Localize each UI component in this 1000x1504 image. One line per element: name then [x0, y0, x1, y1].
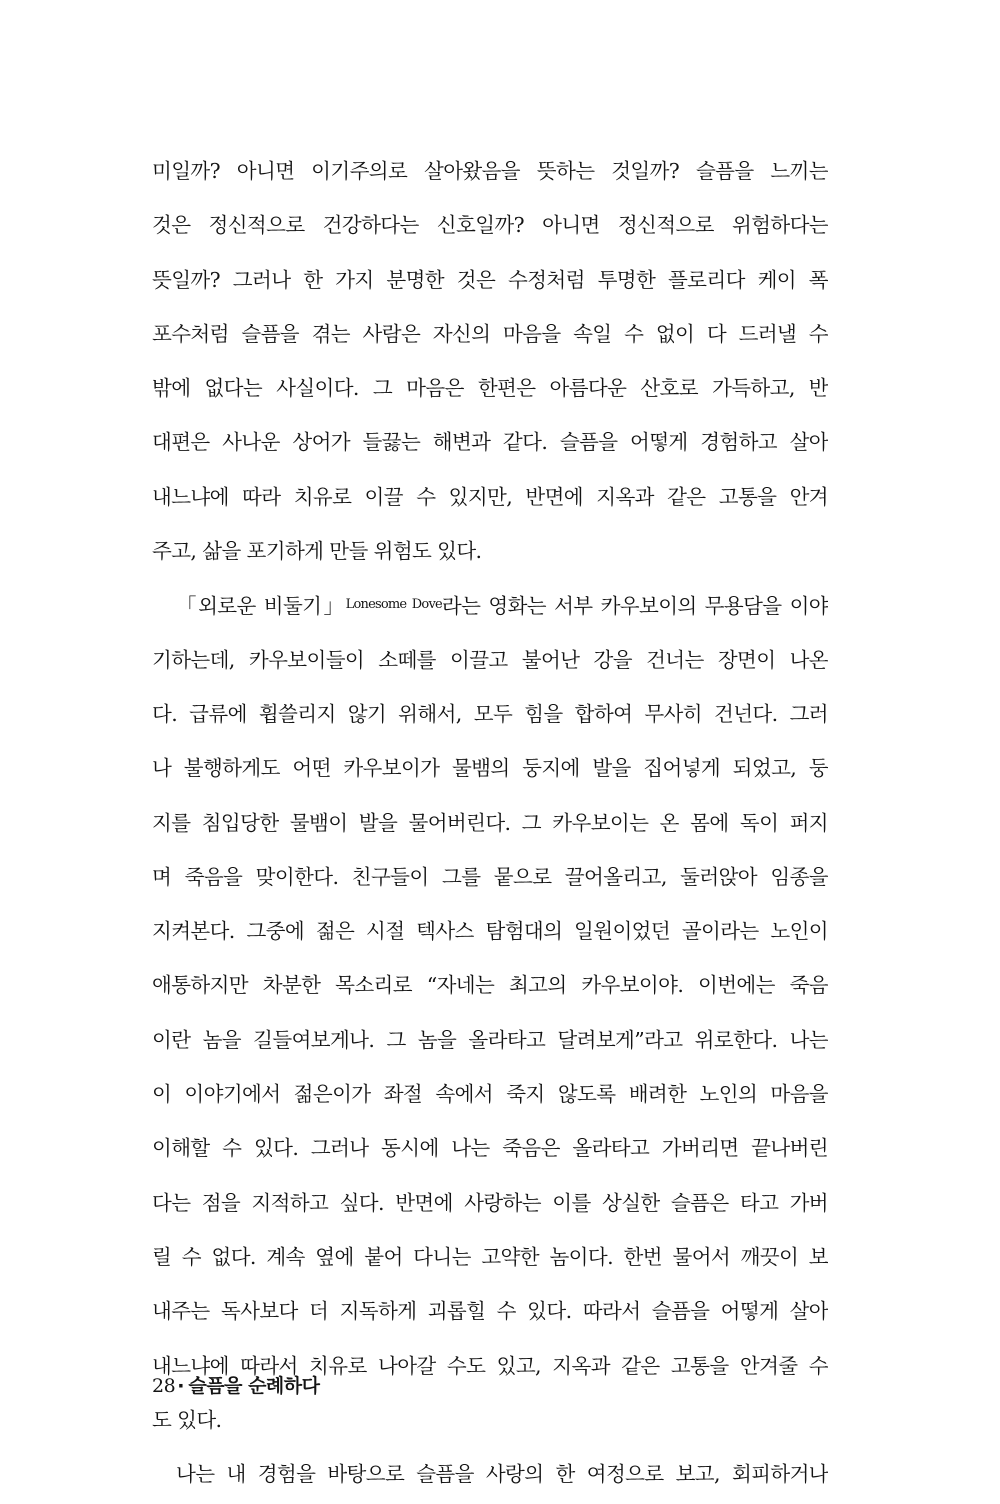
text-line: 도 있다. [152, 1407, 222, 1432]
footer-separator: · [177, 1375, 185, 1397]
running-book-title: 슬픔을 순례하다 [188, 1375, 320, 1397]
text-line: 뜻일까? 그러나 한 가지 분명한 것은 수정처럼 투명한 플로리다 케이 폭 [152, 267, 828, 292]
text-line: 것은 정신적으로 건강하다는 신호일까? 아니면 정신적으로 위험하다는 [152, 213, 828, 238]
text-line: 기하는데, 카우보이들이 소떼를 이끌고 불어난 강을 건너는 장면이 나온 [152, 647, 828, 672]
text-line: 밖에 없다는 사실이다. 그 마음은 한편은 아름다운 산호로 가득하고, 반 [152, 376, 828, 401]
korean-film-title: 「외로운 비둘기」 [176, 594, 346, 619]
text-line: 내주는 독사보다 더 지독하게 괴롭힐 수 있다. 따라서 슬픔을 어떻게 살아 [152, 1299, 828, 1324]
text-line: 내느냐에 따라 치유로 이끌 수 있지만, 반면에 지옥과 같은 고통을 안겨 [152, 484, 828, 509]
text-line: 릴 수 없다. 계속 옆에 붙어 다니는 고약한 놈이다. 한번 물어서 깨끗이 보 [152, 1244, 828, 1269]
english-film-title: Lonesome Dove [345, 597, 442, 613]
text-line: 이해할 수 있다. 그러나 동시에 나는 죽음은 올라타고 가버리면 끝나버린 [152, 1136, 828, 1161]
body-text [152, 147, 828, 1504]
text-line: 주고, 삶을 포기하게 만들 위험도 있다. [152, 539, 482, 564]
text-line: 포수처럼 슬픔을 겪는 사람은 자신의 마음을 속일 수 없이 다 드러낼 수 [152, 321, 828, 346]
text-line [152, 581, 828, 635]
text-line: 애통하지만 차분한 목소리로 “자네는 최고의 카우보이야. 이번에는 죽음 [152, 973, 828, 998]
text-line: 내느냐에 따라서 치유로 나아갈 수도 있고, 지옥과 같은 고통을 안겨줄 수 [152, 1353, 828, 1378]
text-line: 다는 점을 지적하고 싶다. 반면에 사랑하는 이를 상실한 슬픔은 타고 가버 [152, 1190, 828, 1215]
text-line: 이란 놈을 길들여보게나. 그 놈을 올라타고 달려보게”라고 위로한다. 나는 [152, 1027, 828, 1052]
text-line: 나는 내 경험을 바탕으로 슬픔을 사랑의 한 여정으로 보고, 회피하거나 [176, 1462, 828, 1487]
text-line: 미일까? 아니면 이기주의로 살아왔음을 뜻하는 것일까? 슬픔을 느끼는 [152, 159, 828, 183]
text-line: 이 이야기에서 젊은이가 좌절 속에서 죽지 않도록 배려한 노인의 마음을 [152, 1082, 828, 1107]
text-line: 지를 침입당한 물뱀이 발을 물어버린다. 그 카우보이는 온 몸에 독이 퍼지 [152, 810, 828, 835]
text-line: 나 불행하게도 어떤 카우보이가 물뱀의 둥지에 발을 집어넣게 되었고, 둥 [152, 756, 828, 781]
page-number: 28 [152, 1375, 176, 1397]
page-footer [152, 1374, 320, 1398]
text-line: 지켜본다. 그중에 젊은 시절 텍사스 탐험대의 일원이었던 골이라는 노인이 [152, 919, 828, 944]
text-line: 대편은 사나운 상어가 들끓는 해변과 같다. 슬픔을 어떻게 경험하고 살아 [152, 430, 828, 455]
text-fragment: 라는 영화는 서부 카우보이의 무용담을 이야 [441, 594, 828, 619]
text-line: 며 죽음을 맞이한다. 친구들이 그를 뭍으로 끌어올리고, 둘러앉아 임종을 [152, 864, 828, 889]
text-line: 다. 급류에 휩쓸리지 않기 위해서, 모두 힘을 합하여 무사히 건넌다. 그러 [152, 701, 828, 726]
